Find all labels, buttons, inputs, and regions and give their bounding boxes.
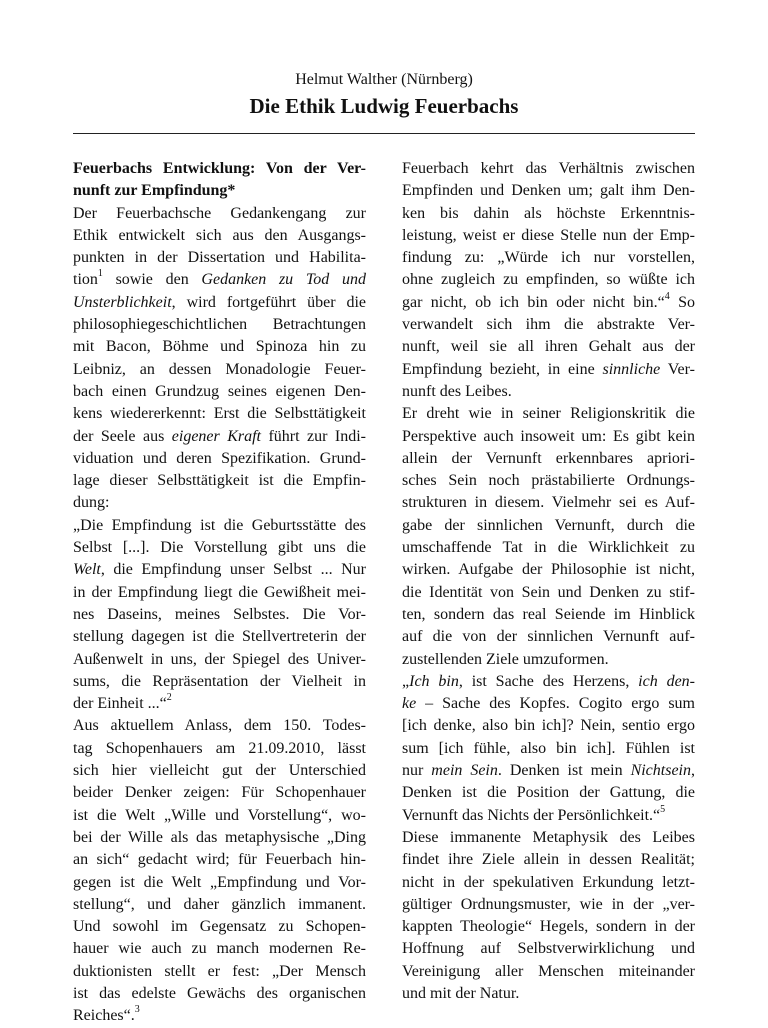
emphasis: ich den- (638, 672, 696, 690)
text-line: stellung“, und daher gänzlich immanent. (73, 895, 366, 913)
text-line: Vereinigung aller Menschen miteinander (402, 962, 695, 980)
text-line: Feuerbach kehrt das Verhältnis zwischen (402, 160, 695, 177)
text-line: gültiger Ordnungsmuster, wie in der „ver- (402, 895, 695, 913)
text-line: ken bis dahin als höchste Erkenntnis- (402, 204, 695, 222)
quote-line (73, 693, 366, 715)
text-line: umschaffende Tat in die Wirklichkeit zu (402, 539, 695, 557)
text-line (402, 292, 695, 314)
quote-line: stellung dagegen ist die Stellvertreterin der (73, 628, 366, 646)
text-line (73, 426, 366, 448)
text-line: leistung, weist er diese Stelle nun der Emp- (402, 226, 695, 244)
left-column (73, 158, 366, 1028)
text-line: strukturen in diesem. Vielmehr sei es Auf- (402, 494, 695, 512)
quote-line: Denken ist die Position der Gattung, die (402, 784, 695, 802)
text-line: Ethik entwickelt sich aus den Ausgangs- (73, 226, 366, 244)
quote-line (402, 805, 695, 827)
text-line: ohne zugleich zu empfinden, so wüßte ich (402, 271, 695, 289)
text-line: Perspektive auch insoweit um: Es gibt kein (402, 427, 695, 445)
text-line: Hoffnung auf Selbstverwirklichung und (402, 940, 695, 958)
footnote-marker: 3 (134, 1004, 140, 1016)
emphasis: sinnliche (602, 360, 661, 378)
text-line: hauer wie auch zu manch modernen Re- (73, 940, 366, 958)
text-line: Der Feuerbachsche Gedankengang zur (73, 204, 366, 222)
quote-line: nes Daseins, meines Selbstes. Die Vor- (73, 605, 366, 623)
section-heading: Feuerbachs Entwicklung: Von der Ver- (73, 160, 366, 177)
text-line: auf die von der sinnlichen Vernunft auf- (402, 628, 695, 646)
text-run: , die Empfindung unser Selbst ... Nur (100, 561, 366, 579)
author-line: Helmut Walther (Nürnberg) (295, 71, 473, 88)
text-run: , (691, 762, 695, 780)
text-run: „ (402, 672, 410, 690)
quote-line: sum [ich fühle, also bin ich]. Fühlen ist (402, 739, 695, 757)
text-run: sowie den (102, 271, 202, 289)
text-line: tag Schopenhauers am 21.09.2010, lässt (73, 739, 366, 757)
text-line: Diese immanente Metaphysik des Leibes (402, 828, 695, 846)
footnote-marker: 4 (664, 290, 670, 302)
text-run: führt zur Indi- (261, 427, 367, 445)
text-line: ten, sondern das real Seiende im Hinblick (402, 605, 695, 623)
page-title: Die Ethik Ludwig Feuerbachs (249, 94, 519, 118)
text-run: tion (73, 271, 98, 289)
section-heading: nunft zur Empfindung* (73, 182, 236, 200)
quote-line (73, 559, 366, 581)
text-run: So (669, 293, 695, 311)
title-rule (73, 133, 695, 134)
text-line (73, 269, 366, 291)
emphasis: Nichtsein (630, 762, 691, 780)
text-line: wirken. Aufgabe der Philosophie ist nicht, (402, 561, 695, 579)
text-line (73, 292, 366, 314)
text-line: viduation und deren Spezifikation. Grund- (73, 449, 366, 467)
quote-line: Außenwelt in uns, der Spiegel des Univer- (73, 650, 366, 668)
text-line: bach einen Grundzug seines eigenen Den- (73, 382, 366, 400)
text-line: Leibniz, an dessen Monadologie Feuer- (73, 360, 366, 378)
text-line: nicht in der spekulativen Erkundung letzt- (402, 873, 695, 891)
quote-line: [ich denke, also bin ich]? Nein, sentio ergo (402, 717, 695, 735)
text-run: Empfindung bezieht, in eine (402, 360, 603, 378)
text-run: , ist Sache des Herzens, (458, 672, 639, 690)
text-line: an sich“ gedacht wird; für Feuerbach hin- (73, 851, 366, 869)
footnote-marker: 5 (660, 803, 666, 815)
text-line: Aus aktuellem Anlass, dem 150. Todes- (73, 717, 366, 735)
text-line: mit Bacon, Böhme und Spinoza hin zu (73, 338, 366, 356)
text-run: der Einheit ...“ (73, 695, 167, 713)
text-line: zustellenden Ziele umzuformen. (402, 650, 609, 668)
text-line: die Identität von Sein und Denken zu stif- (402, 583, 695, 601)
text-line: und mit der Natur. (402, 984, 520, 1002)
text-run: . Denken ist mein (497, 762, 631, 780)
emphasis: mein Sein (431, 762, 498, 780)
text-line: nunft, weil sie all ihren Gehalt aus der (402, 338, 695, 356)
right-column (402, 158, 695, 1005)
text-run: nur (402, 762, 432, 780)
text-run: der Seele aus (73, 427, 172, 445)
text-line: sches Sein noch prästabilierte Ordnungs- (402, 472, 695, 490)
text-line: Er dreht wie in seiner Religionskritik die (402, 405, 695, 423)
text-run: Ver- (660, 360, 695, 378)
text-line: nunft des Leibes. (402, 382, 512, 400)
text-line: dung: (73, 494, 110, 512)
emphasis: Welt (73, 561, 101, 579)
quote-line: „Die Empfindung ist die Geburtsstätte des (73, 516, 366, 534)
footnote-marker: 2 (166, 692, 172, 704)
text-line: kappten Theologie“ Hegels, sondern in der (402, 918, 695, 936)
quote-line: sums, die Repräsentation der Vielheit in (73, 672, 366, 690)
text-line (73, 1005, 366, 1027)
text-run: , wird fortgeführt über die (171, 293, 366, 311)
book-title: Unsterblichkeit (73, 293, 172, 311)
text-line: findet ihre Ziele allein in dessen Realität; (402, 851, 695, 869)
text-run: Reiches“. (73, 1007, 135, 1025)
text-line: gegen ist die Welt „Empfindung und Vor- (73, 873, 366, 891)
emphasis: ke (402, 695, 417, 713)
text-line: gabe der sinnlichen Vernunft, durch die (402, 516, 695, 534)
text-line: ist die Welt „Wille und Vorstellung“, wo- (73, 806, 366, 824)
text-line: sich hier vielleicht gut der Unterschied (73, 762, 366, 780)
quote-line (402, 671, 695, 693)
quote-line (402, 760, 695, 782)
text-run: – Sache des Kopfes. Cogito ergo sum (416, 695, 695, 713)
text-line: Und sowohl im Gegensatz zu Schopen- (73, 918, 366, 936)
text-line: ist das edelste Gewächs des organischen (73, 984, 366, 1002)
footnote-marker: 1 (97, 268, 103, 280)
text-line: philosophiegeschichtlichen Betrachtungen (73, 316, 366, 334)
text-line: verwandelt sich ihm die abstrakte Ver- (402, 316, 695, 334)
text-line: punkten in der Dissertation und Habilita- (73, 249, 366, 267)
quote-line (402, 693, 695, 715)
text-line: bei der Wille als das metaphysische „Ding (73, 828, 366, 846)
text-run: Vernunft das Nichts der Persönlichkeit.“ (402, 806, 661, 824)
emphasis: eigener Kraft (171, 427, 262, 445)
text-line: findung zu: „Würde ich nur vorstellen, (402, 249, 695, 267)
text-line (402, 359, 695, 381)
text-line: Empfinden und Denken um; galt ihm Den- (402, 182, 695, 200)
text-line: kens wiedererkennt: Erst die Selbsttätigkeit (73, 405, 366, 423)
quote-line: Selbst [...]. Die Vorstellung gibt uns die (73, 539, 366, 557)
book-title: Gedanken zu Tod und (201, 271, 367, 289)
text-run: gar nicht, ob ich bin oder nicht bin.“ (402, 293, 665, 311)
text-line: duktionisten stellt er fest: „Der Mensch (73, 962, 366, 980)
text-line: beider Denker zeigen: Für Schopenhauer (73, 784, 366, 802)
emphasis: Ich bin (409, 672, 459, 690)
text-line: lage dieser Selbsttätigkeit ist die Empfin- (73, 472, 366, 490)
text-line: allein der Vernunft erkennbares apriori- (402, 449, 695, 467)
quote-line: in der Empfindung liegt die Gewißheit mei- (73, 583, 366, 601)
